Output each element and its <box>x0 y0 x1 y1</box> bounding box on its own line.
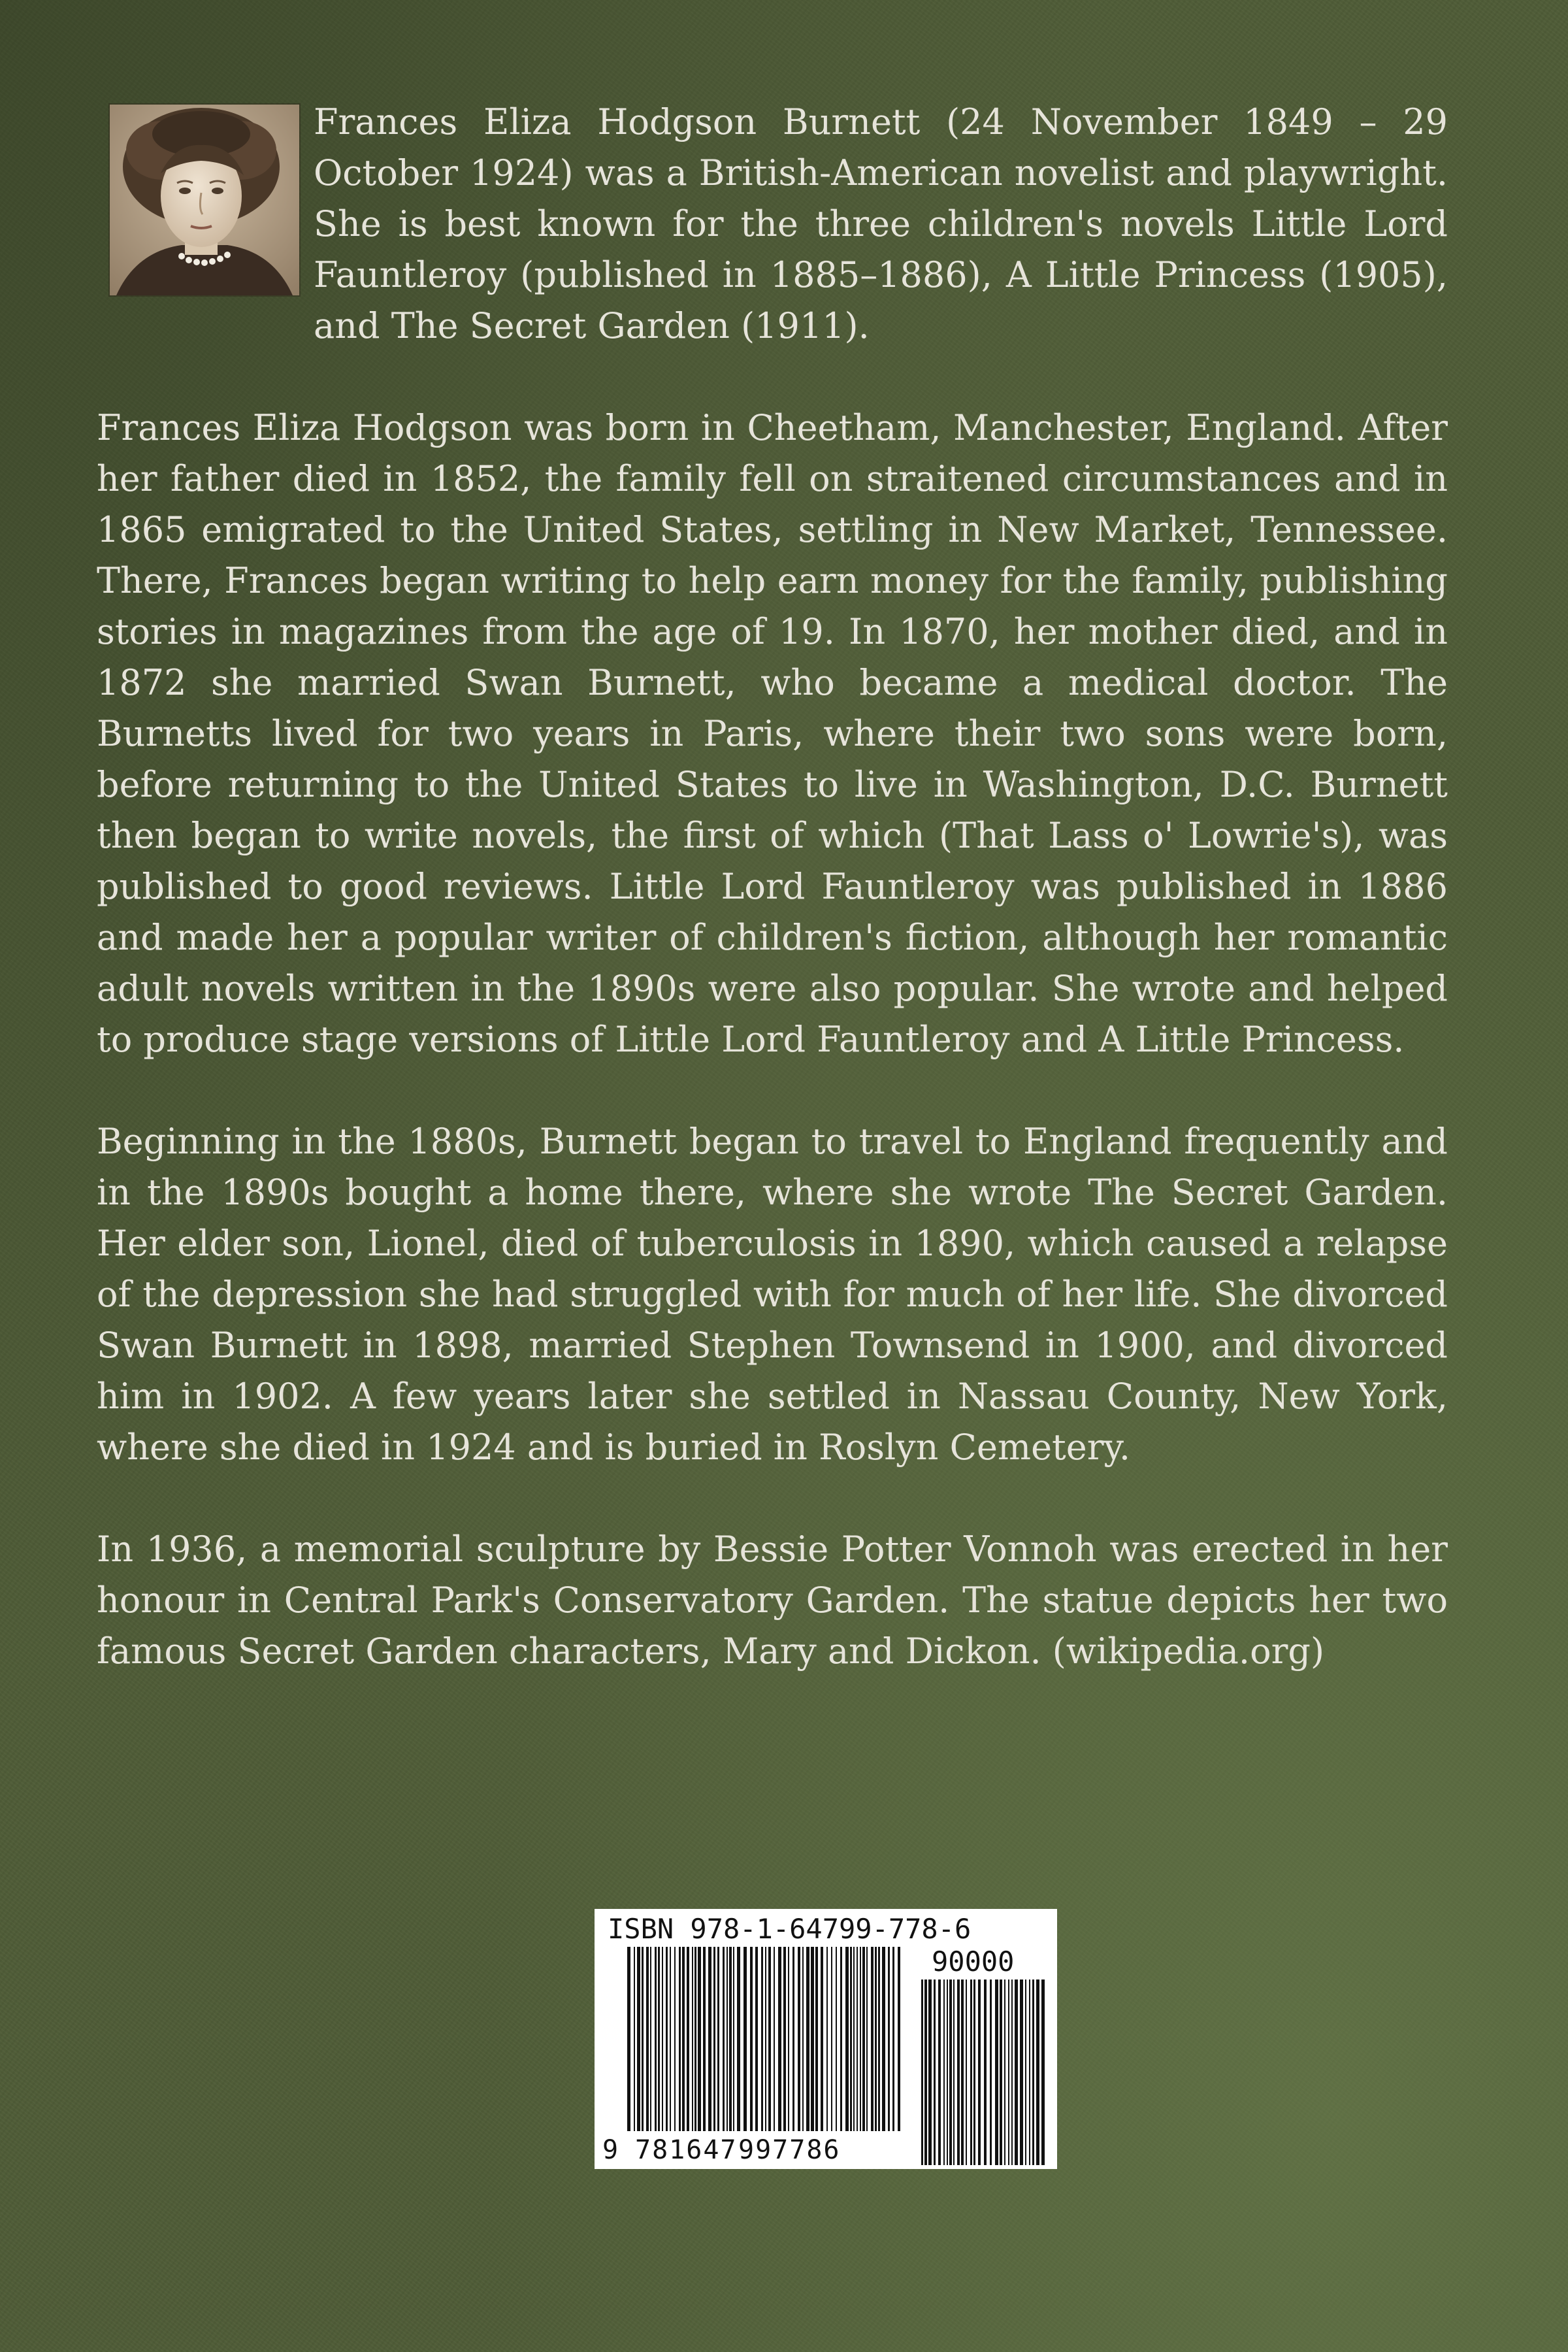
barcode-bar <box>729 1947 732 2131</box>
barcode-bar <box>708 1947 711 2131</box>
barcode-bar <box>995 1979 998 2165</box>
barcode-bar <box>723 1947 725 2131</box>
barcode-bar <box>990 1979 992 2165</box>
barcode-digits-right: 997786 <box>738 2135 841 2165</box>
barcode-bar <box>774 1947 775 2131</box>
barcode-bar <box>750 1947 753 2131</box>
barcode-bar <box>836 1947 837 2131</box>
barcode-bar <box>924 1979 927 2165</box>
barcode-bar <box>768 1947 771 2131</box>
barcode-bar <box>831 1947 832 2131</box>
barcode-bar <box>737 1947 740 2131</box>
barcode-bar <box>862 1947 865 2131</box>
barcode-bar <box>871 1947 874 2131</box>
barcode-bar <box>733 1947 734 2131</box>
barcode-bar <box>783 1947 786 2131</box>
barcode-bar <box>1000 1979 1002 2165</box>
barcode-bar <box>698 1947 701 2131</box>
barcode-bar <box>713 1947 715 2131</box>
barcode-bar <box>755 1947 758 2131</box>
barcode-bar <box>679 1947 681 2131</box>
barcode-graphic <box>595 1909 1057 2169</box>
barcode-bar <box>674 1947 676 2131</box>
barcode-bar <box>703 1947 706 2131</box>
barcode-bar <box>694 1947 696 2131</box>
author-bio <box>97 97 1448 1728</box>
barcode-bar <box>857 1947 858 2131</box>
barcode-bar <box>778 1947 781 2131</box>
barcode-bar <box>806 1947 809 2131</box>
barcode-bar <box>878 1947 880 2131</box>
barcode-bar <box>984 1979 987 2165</box>
barcode-bar <box>934 1979 936 2165</box>
barcode-bar <box>1004 1979 1005 2165</box>
barcode-bar <box>953 1979 955 2165</box>
barcode-bar <box>670 1947 671 2131</box>
barcode-bar <box>966 1979 967 2165</box>
barcode-bar <box>898 1947 900 2131</box>
barcode-bar <box>860 1947 861 2131</box>
barcode-bar <box>821 1947 823 2131</box>
barcode-bar <box>1025 1979 1026 2165</box>
barcode-bar <box>866 1947 868 2131</box>
author-portrait <box>110 105 299 295</box>
barcode-bar <box>921 1979 923 2165</box>
barcode-bar <box>957 1979 960 2165</box>
isbn-label: ISBN 978-1-64799-778-6 <box>608 1913 972 1945</box>
barcode-bar <box>892 1947 894 2131</box>
barcode-digits-left: 781647 <box>635 2135 738 2165</box>
barcode-bar <box>1036 1979 1039 2165</box>
barcode-bar <box>1032 1979 1034 2165</box>
barcode-bar <box>811 1947 814 2131</box>
barcode-bar <box>717 1947 719 2131</box>
barcode-bar <box>1008 1979 1009 2165</box>
barcode-bar <box>1020 1979 1023 2165</box>
barcode-bar <box>727 1947 728 2131</box>
barcode-bar <box>634 1947 635 2131</box>
barcode-bar <box>666 1947 668 2131</box>
barcode-bar <box>947 1979 948 2165</box>
barcode-bar <box>815 1947 818 2131</box>
barcode-bar <box>792 1947 794 2131</box>
barcode-bar <box>840 1947 842 2131</box>
barcode-bar <box>743 1947 747 2131</box>
barcode-bar <box>1015 1979 1018 2165</box>
barcode-bar <box>928 1979 932 2165</box>
barcode-bar <box>627 1947 630 2131</box>
barcode-bar <box>938 1979 941 2165</box>
barcode-bar <box>943 1979 945 2165</box>
price-code: 90000 <box>932 1946 1015 1978</box>
barcode-bar <box>853 1947 855 2131</box>
bio-paragraph-2: Frances Eliza Hodgson was born in Cheetham, Manchester, England. After her father died in 1852, the family fell on straitened circumstances and in 1865 emigrated to the United States, settling in New Market, Tennessee. There, Frances began writing to help earn money for the family, publishing stories in magazines from the age of 19. In 1870, her mother died, and in 1872 she married Swan Burnett, who became a medical doctor. The Burnetts lived for two years in Paris, where their two sons were born, before returning to the United States to live in Washington, D.C. Burnett then began to write novels, the first of which (That Lass o' Lowrie's), was published to good reviews. Little Lord Fauntleroy was published in 1886 and made her a popular writer of children's fiction, although her romantic adult novels written in the 1890s were also popular. She wrote and helped to produce stage versions of Little Lord Fauntleroy and A Little Princess. <box>97 407 1448 1060</box>
barcode-bar <box>973 1979 975 2165</box>
barcode-digit-lead: 9 <box>602 2135 619 2165</box>
barcode-bar <box>826 1947 828 2131</box>
barcode-bar <box>692 1947 693 2131</box>
barcode-bar <box>1011 1979 1013 2165</box>
barcode-bar <box>978 1979 981 2165</box>
barcode-bar <box>970 1979 972 2165</box>
barcode-bar <box>961 1979 964 2165</box>
barcode-bar <box>646 1947 649 2131</box>
barcode-bar <box>888 1947 890 2131</box>
bio-paragraph-1: Frances Eliza Hodgson Burnett (24 November 1849 – 29 October 1924) was a British-American novelist and playwright. She is best known for the three children's novels Little Lord Fauntleroy (published in 1885–1886), A Little Princess (1905), and The Secret Garden (1911). <box>314 101 1448 346</box>
barcode-bar <box>882 1947 885 2131</box>
barcode-bar <box>642 1947 644 2131</box>
barcode-bar <box>802 1947 804 2131</box>
barcode-bar <box>761 1947 763 2131</box>
barcode-bar <box>682 1947 685 2131</box>
barcode-bar <box>655 1947 657 2131</box>
barcode-bar <box>845 1947 849 2131</box>
barcode-bar <box>949 1979 952 2165</box>
barcode-bar <box>650 1947 651 2131</box>
barcode-bar <box>1041 1979 1045 2165</box>
barcode-bar <box>637 1947 640 2131</box>
barcode-bar <box>658 1947 660 2131</box>
barcode-bar <box>687 1947 689 2131</box>
bio-paragraph-4: In 1936, a memorial sculpture by Bessie Potter Vonnoh was erected in her honour in Central Park's Conservatory Garden. The statue depicts her two famous Secret Garden characters, Mary and Dickon. (wikipedia.org) <box>97 1529 1448 1672</box>
bio-paragraph-3: Beginning in the 1880s, Burnett began to travel to England frequently and in the 1890s bought a home there, where she wrote The Secret Garden. Her elder son, Lionel, died of tuberculosis in 1890, which caused a relapse of the depression she had struggled with for much of her life. She divorced Swan Burnett in 1898, married Stephen Townsend in 1900, and divorced him in 1902. A few years later she settled in Nassau County, New York, where she died in 1924 and is buried in Roslyn Cemetery. <box>97 1121 1448 1468</box>
barcode-bar <box>850 1947 852 2131</box>
barcode-bar <box>875 1947 877 2131</box>
barcode-bar <box>788 1947 789 2131</box>
isbn-barcode <box>595 1909 1057 2169</box>
barcode-bar <box>765 1947 766 2131</box>
barcode-bar <box>1029 1979 1030 2165</box>
barcode-bar <box>662 1947 663 2131</box>
barcode-bar <box>798 1947 800 2131</box>
portrait-photo <box>110 105 299 295</box>
